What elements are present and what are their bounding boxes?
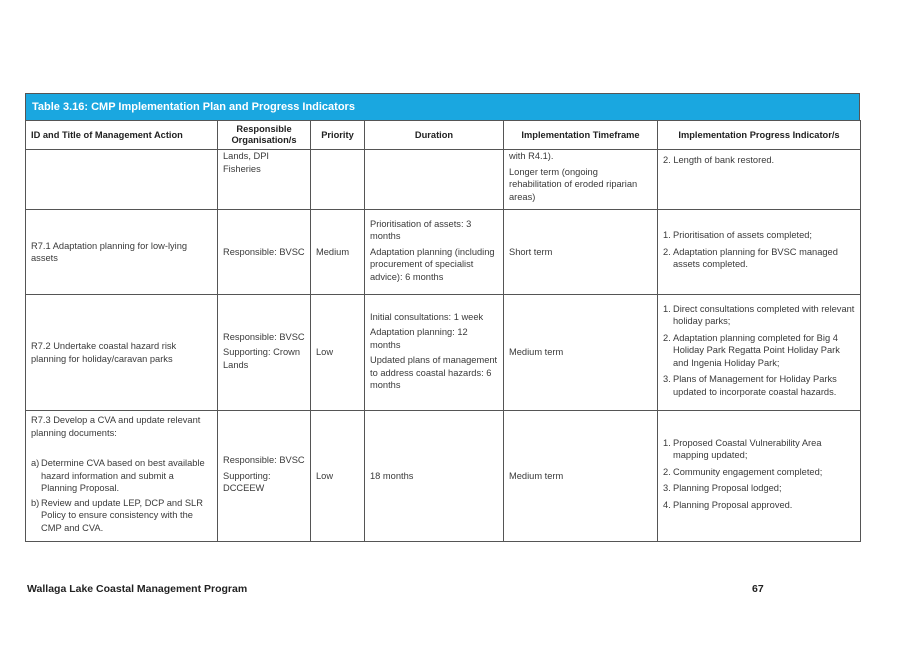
row2-progress <box>658 295 861 411</box>
list-item: 1. Prioritisation of assets completed; <box>663 230 812 241</box>
row1-duration-1: Prioritisation of assets: 3 months <box>370 218 472 242</box>
header-timeframe: Implementation Timeframe <box>504 121 658 150</box>
row3-timeframe: Medium term <box>504 411 658 542</box>
row3-duration: 18 months <box>365 411 504 542</box>
list-item: 2. Adaptation planning completed for Big 4 Holiday Park Regatta Point Holiday Park and Ingenia Holiday Park; <box>663 332 840 368</box>
list-item: 3. Planning Proposal lodged; <box>663 483 782 494</box>
row2-org-2: Supporting: Crown Lands <box>223 347 300 370</box>
footer-page-number: 67 <box>752 583 764 595</box>
table-row <box>26 295 861 411</box>
header-id: ID and Title of Management Action <box>26 121 218 150</box>
implementation-table <box>25 93 860 542</box>
row0-id <box>26 150 218 210</box>
row3-priority: Low <box>311 411 365 542</box>
row0-org: Lands, DPI Fisheries <box>218 150 311 210</box>
row3-org <box>218 411 311 542</box>
row1-id: R7.1 Adaptation planning for low-lying assets <box>26 210 218 295</box>
row1-org: Responsible: BVSC <box>218 210 311 295</box>
list-item: 3. Plans of Management for Holiday Parks updated to incorporate coastal hazards. <box>663 374 837 397</box>
row2-duration <box>365 295 504 411</box>
row1-progress <box>658 210 861 295</box>
table-row <box>26 210 861 295</box>
row2-priority: Low <box>311 295 365 411</box>
table-title: Table 3.16: CMP Implementation Plan and Progress Indicators <box>25 93 860 120</box>
row0-priority <box>311 150 365 210</box>
header-priority: Priority <box>311 121 365 150</box>
row2-org <box>218 295 311 411</box>
row1-duration-2: Adaptation planning (including procurement of specialist advice): 6 months <box>370 246 495 282</box>
row2-timeframe: Medium term <box>504 295 658 411</box>
list-item: a) Determine CVA based on best available hazard information and submit a Planning Proposal. <box>31 458 205 493</box>
row0-duration <box>365 150 504 210</box>
row2-id: R7.2 Undertake coastal hazard risk planning for holiday/caravan parks <box>26 295 218 411</box>
footer-document-title: Wallaga Lake Coastal Management Program <box>27 583 248 595</box>
list-item: 4. Planning Proposal approved. <box>663 499 793 510</box>
row1-priority: Medium <box>311 210 365 295</box>
list-item: 2. Community engagement completed; <box>663 466 823 477</box>
row2-duration-1: Initial consultations: 1 week <box>370 311 484 322</box>
row2-duration-2: Adaptation planning: 12 months <box>370 327 468 350</box>
list-item: 1. Direct consultations completed with relevant holiday parks; <box>663 303 855 327</box>
row3-id <box>26 411 218 542</box>
table-row <box>26 411 861 542</box>
header-duration: Duration <box>365 121 504 150</box>
row0-timeframe-2: Longer term (ongoing rehabilitation of eroded riparian areas) <box>509 166 638 202</box>
row3-id-title: R7.3 Develop a CVA and update relevant planning documents: <box>31 415 201 438</box>
list-item: 1. Proposed Coastal Vulnerability Area mapping updated; <box>663 437 822 461</box>
row1-timeframe: Short term <box>504 210 658 295</box>
header-org: Responsible Organisation/s <box>218 121 311 150</box>
header-progress: Implementation Progress Indicator/s <box>658 121 861 150</box>
row0-timeframe <box>504 150 658 210</box>
row2-org-1: Responsible: BVSC <box>223 331 305 342</box>
row2-duration-3: Updated plans of management to address coastal hazards: 6 months <box>370 355 498 390</box>
row1-duration <box>365 210 504 295</box>
list-item: 2. Adaptation planning for BVSC managed assets completed. <box>663 246 838 270</box>
row0-progress-1: 2. Length of bank restored. <box>663 155 775 165</box>
list-item: b) Review and update LEP, DCP and SLR Policy to ensure consistency with the CMP and CVA. <box>31 497 203 533</box>
row3-progress <box>658 411 861 542</box>
table-grid <box>25 120 861 542</box>
row0-timeframe-1: with R4.1). <box>509 151 554 161</box>
row0-progress <box>658 150 861 210</box>
header-row <box>26 121 861 150</box>
row3-org-2: Supporting: DCCEEW <box>223 470 271 494</box>
table-row <box>26 150 861 210</box>
row3-org-1: Responsible: BVSC <box>223 455 305 466</box>
